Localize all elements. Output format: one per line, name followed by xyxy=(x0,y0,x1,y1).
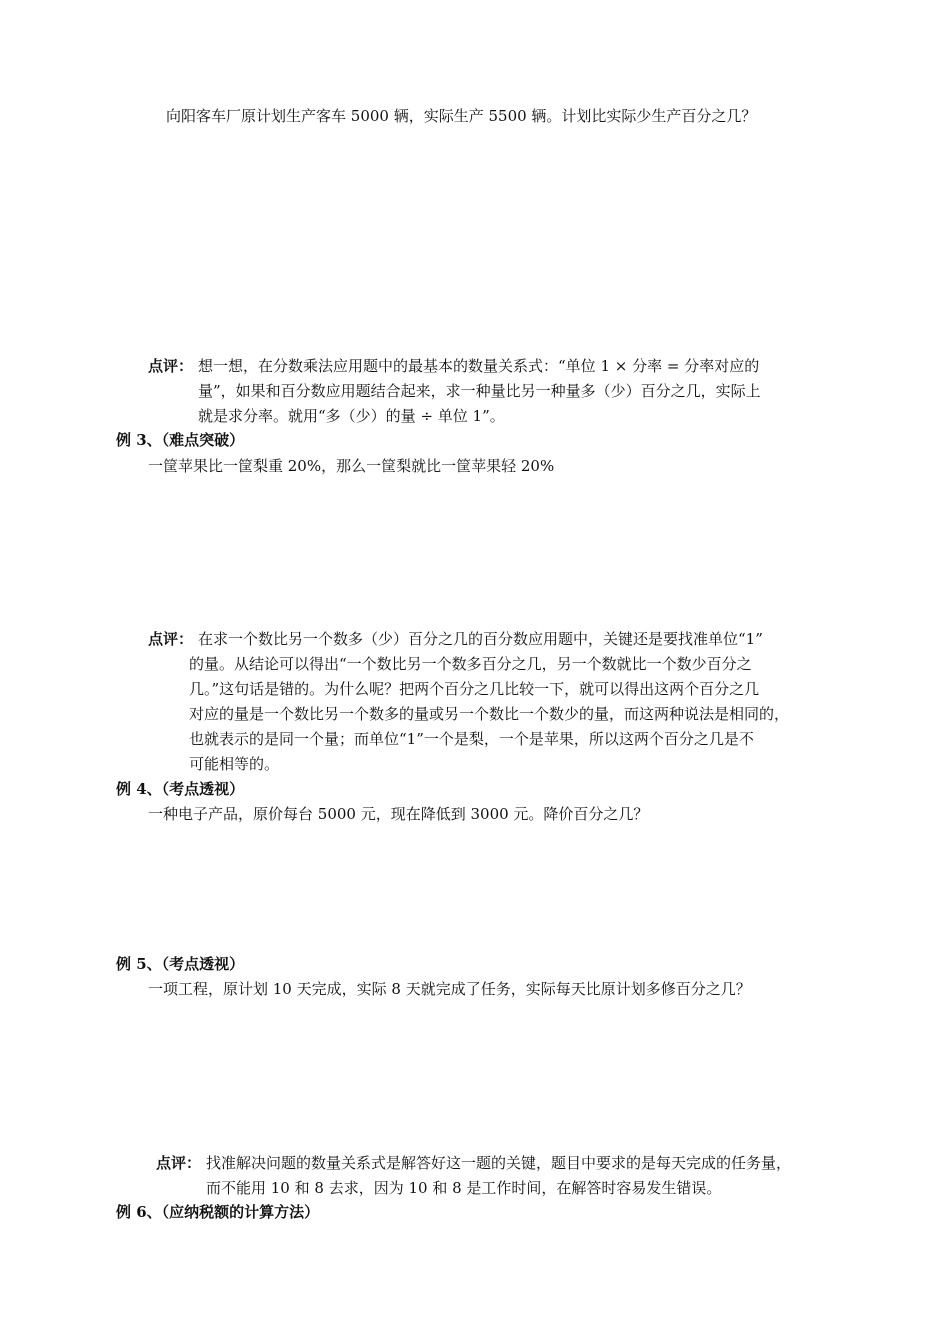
comment-line: 也就表示的是同一个量；而单位“1”一个是梨，一个是苹果，所以这两个百分之几是不 xyxy=(189,730,754,748)
comment-line: 可能相等的。 xyxy=(189,755,280,773)
problem-text: 向阳客车厂原计划生产客车 5000 辆，实际生产 5500 辆。计划比实际少生产百分之几？ xyxy=(166,107,757,125)
comment-label: 点评： xyxy=(148,357,194,375)
comment-line: 就是求分率。就用“多（少）的量 ÷ 单位 1”。 xyxy=(198,407,505,425)
problem-text: 一筐苹果比一筐梨重 20%，那么一筐梨就比一筐苹果轻 20% xyxy=(148,457,555,475)
comment-line: 在求一个数比另一个数多（少）百分之几的百分数应用题中，关键还是要找准单位“1” xyxy=(198,630,763,648)
comment-line: 找准解决问题的数量关系式是解答好这一题的关键，题目中要求的是每天完成的任务量， xyxy=(206,1154,792,1172)
comment-line: 想一想，在分数乘法应用题中的最基本的数量关系式：“单位 1 × 分率 = 分率对应的 xyxy=(198,357,760,375)
example-heading: 例 6、（应纳税额的计算方法） xyxy=(116,1203,320,1221)
comment-line: 而不能用 10 和 8 去求，因为 10 和 8 是工作时间，在解答时容易发生错误。 xyxy=(206,1179,722,1197)
example-heading: 例 3、（难点突破） xyxy=(116,431,245,449)
problem-text: 一种电子产品，原价每台 5000 元，现在降低到 3000 元。降价百分之几？ xyxy=(148,805,649,823)
comment-label: 点评： xyxy=(156,1154,202,1172)
comment-line: 对应的量是一个数比另一个数多的量或另一个数比一个数少的量，而这两种说法是相同的， xyxy=(189,705,790,723)
comment-line: 几。”这句话是错的。为什么呢？把两个百分之几比较一下，就可以得出这两个百分之几 xyxy=(189,680,760,698)
comment-line: 量”，如果和百分数应用题结合起来，求一种量比另一种量多（少）百分之几，实际上 xyxy=(198,382,761,400)
example-heading: 例 4、（考点透视） xyxy=(116,780,245,798)
problem-text: 一项工程，原计划 10 天完成，实际 8 天就完成了任务，实际每天比原计划多修百分之几？ xyxy=(148,980,751,998)
comment-label: 点评： xyxy=(148,630,194,648)
comment-line: 的量。从结论可以得出“一个数比另一个数多百分之几，另一个数就比一个数少百分之 xyxy=(189,655,752,673)
example-heading: 例 5、（考点透视） xyxy=(116,955,245,973)
